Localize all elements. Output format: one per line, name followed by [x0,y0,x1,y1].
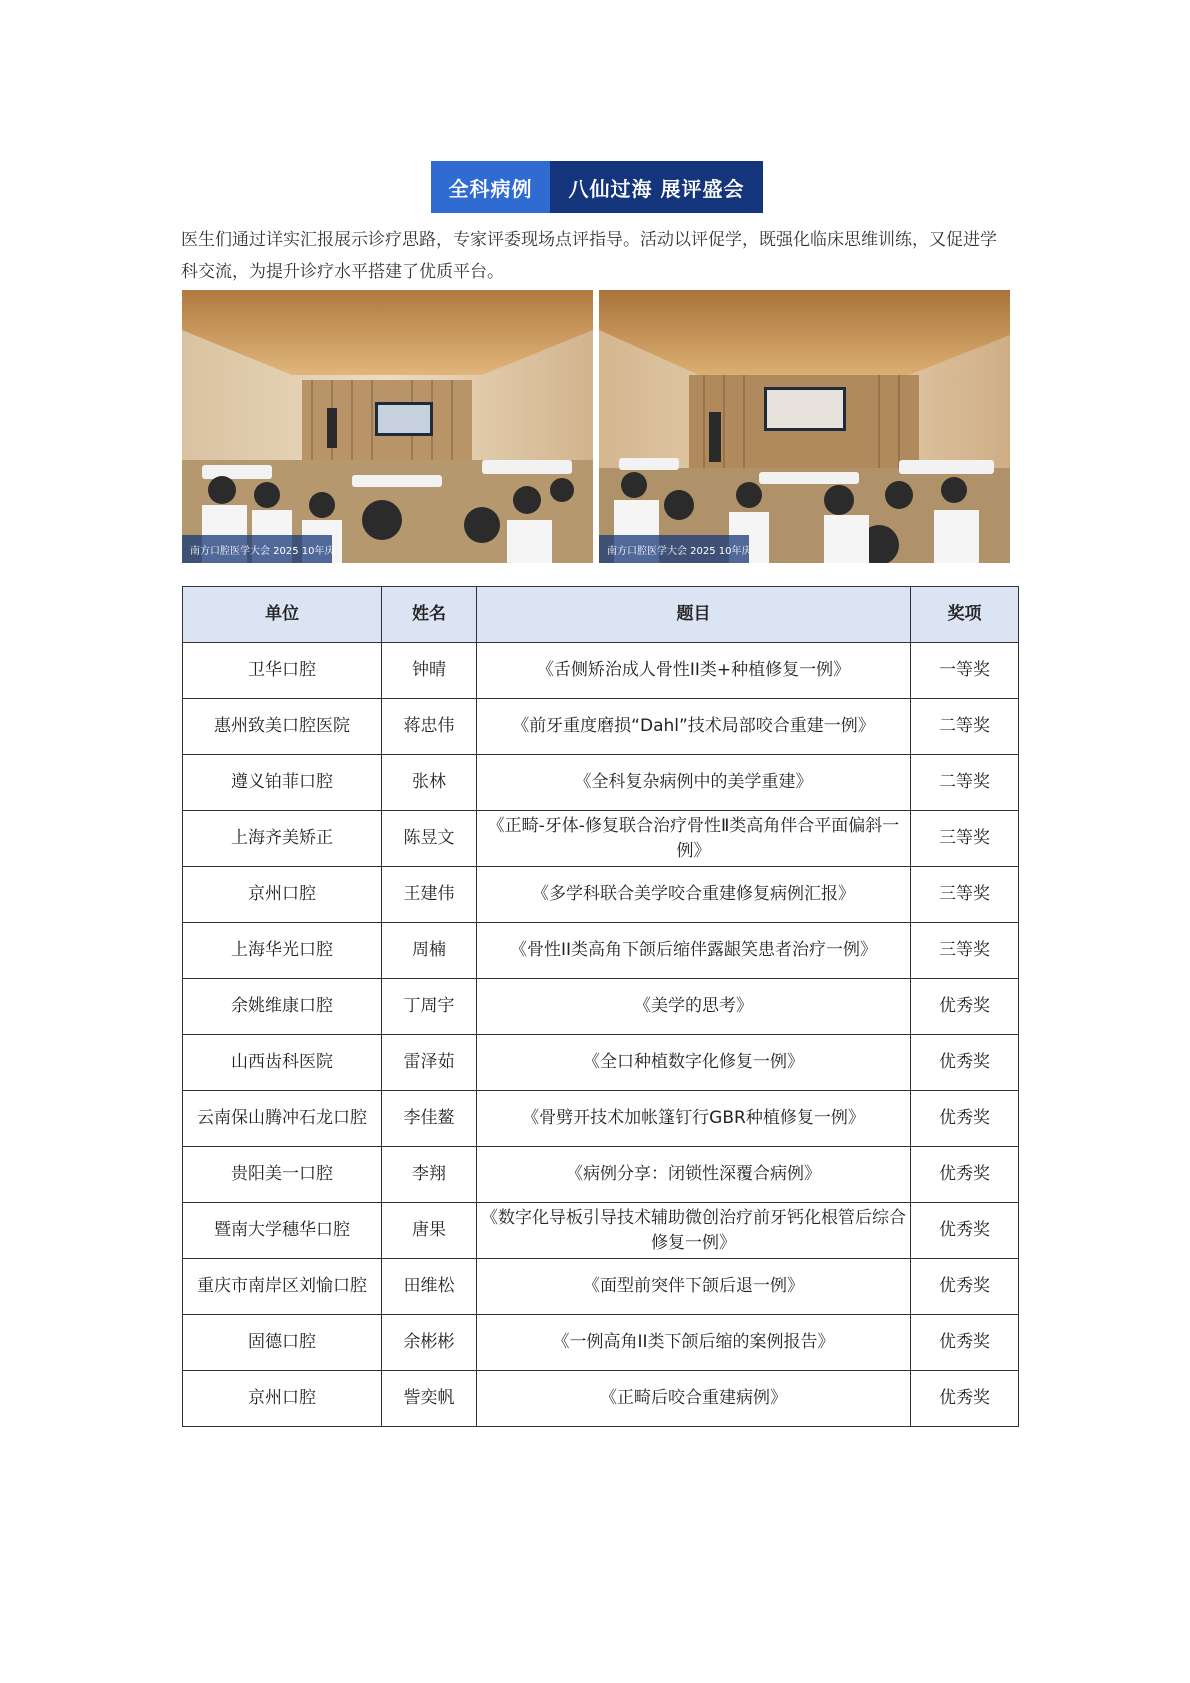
cell-award: 三等奖 [911,923,1019,979]
cell-name: 钟晴 [382,643,477,699]
cell-unit: 暨南大学穗华口腔 [183,1203,382,1259]
cell-title: 《全口种植数字化修复一例》 [477,1035,911,1091]
header-title: 题目 [477,587,911,643]
cell-title: 《正畸后咬合重建病例》 [477,1371,911,1427]
cell-unit: 上海齐美矫正 [183,811,382,867]
cell-award: 优秀奖 [911,1315,1019,1371]
cell-award: 优秀奖 [911,1147,1019,1203]
cell-award: 三等奖 [911,867,1019,923]
table-row [183,699,1019,755]
cell-unit: 山西齿科医院 [183,1035,382,1091]
cell-name: 张林 [382,755,477,811]
photo-2-logo: 南方口腔医学大会 2025 10年庆 [607,546,752,557]
cell-title: 《骨劈开技术加帐篷钉行GBR种植修复一例》 [477,1091,911,1147]
cell-unit: 京州口腔 [183,867,382,923]
cell-unit: 京州口腔 [183,1371,382,1427]
header-name: 姓名 [382,587,477,643]
banner-left-label: 全科病例 [431,161,550,213]
photo-1-logo: 南方口腔医学大会 2025 10年庆 [190,546,335,557]
cell-name: 余彬彬 [382,1315,477,1371]
table-row [183,1091,1019,1147]
table-row [183,811,1019,867]
cell-title: 《美学的思考》 [477,979,911,1035]
cell-title: 《面型前突伴下颌后退一例》 [477,1259,911,1315]
event-photo-1 [182,290,593,563]
cell-title: 《一例高角II类下颌后缩的案例报告》 [477,1315,911,1371]
event-photo-2 [599,290,1010,563]
cell-title: 《舌侧矫治成人骨性II类+种植修复一例》 [477,643,911,699]
cell-award: 优秀奖 [911,979,1019,1035]
cell-title: 《全科复杂病例中的美学重建》 [477,755,911,811]
cell-name: 唐果 [382,1203,477,1259]
cell-name: 田维松 [382,1259,477,1315]
banner-right-label: 八仙过海 展评盛会 [550,161,763,213]
cell-unit: 固德口腔 [183,1315,382,1371]
cell-award: 二等奖 [911,699,1019,755]
cell-award: 优秀奖 [911,1091,1019,1147]
cell-award: 优秀奖 [911,1259,1019,1315]
table-header-row [183,587,1019,643]
table-row [183,1035,1019,1091]
cell-title: 《前牙重度磨损“Dahl”技术局部咬合重建一例》 [477,699,911,755]
table-row [183,923,1019,979]
table-row [183,1147,1019,1203]
cell-award: 优秀奖 [911,1035,1019,1091]
cell-unit: 贵阳美一口腔 [183,1147,382,1203]
cell-title: 《数字化导板引导技术辅助微创治疗前牙钙化根管后综合修复一例》 [477,1203,911,1259]
cell-unit: 余姚维康口腔 [183,979,382,1035]
cell-name: 蒋忠伟 [382,699,477,755]
cell-name: 雷泽茹 [382,1035,477,1091]
table-row [183,755,1019,811]
cell-unit: 云南保山腾冲石龙口腔 [183,1091,382,1147]
awards-table-body [183,643,1019,1427]
cell-name: 訾奕帆 [382,1371,477,1427]
section-banner [431,161,763,213]
cell-unit: 卫华口腔 [183,643,382,699]
table-row [183,1203,1019,1259]
cell-unit: 遵义铂菲口腔 [183,755,382,811]
cell-award: 优秀奖 [911,1203,1019,1259]
table-row [183,643,1019,699]
cell-award: 二等奖 [911,755,1019,811]
table-row [183,1315,1019,1371]
cell-unit: 惠州致美口腔医院 [183,699,382,755]
cell-name: 王建伟 [382,867,477,923]
cell-award: 优秀奖 [911,1371,1019,1427]
awards-table [182,586,1019,1427]
table-row [183,1259,1019,1315]
cell-name: 李翔 [382,1147,477,1203]
cell-award: 一等奖 [911,643,1019,699]
table-row [183,1371,1019,1427]
cell-unit: 重庆市南岸区刘愉口腔 [183,1259,382,1315]
cell-title: 《正畸-牙体-修复联合治疗骨性Ⅱ类高角伴合平面偏斜一例》 [477,811,911,867]
cell-award: 三等奖 [911,811,1019,867]
cell-unit: 上海华光口腔 [183,923,382,979]
cell-name: 丁周宇 [382,979,477,1035]
header-award: 奖项 [911,587,1019,643]
cell-name: 周楠 [382,923,477,979]
cell-title: 《病例分享：闭锁性深覆合病例》 [477,1147,911,1203]
table-row [183,867,1019,923]
cell-title: 《骨性II类高角下颌后缩伴露龈笑患者治疗一例》 [477,923,911,979]
cell-name: 李佳鳌 [382,1091,477,1147]
cell-name: 陈昱文 [382,811,477,867]
intro-paragraph: 医生们通过详实汇报展示诊疗思路，专家评委现场点评指导。活动以评促学，既强化临床思维训练，又促进学科交流，为提升诊疗水平搭建了优质平台。 [181,230,997,282]
header-unit: 单位 [183,587,382,643]
cell-title: 《多学科联合美学咬合重建修复病例汇报》 [477,867,911,923]
table-row [183,979,1019,1035]
